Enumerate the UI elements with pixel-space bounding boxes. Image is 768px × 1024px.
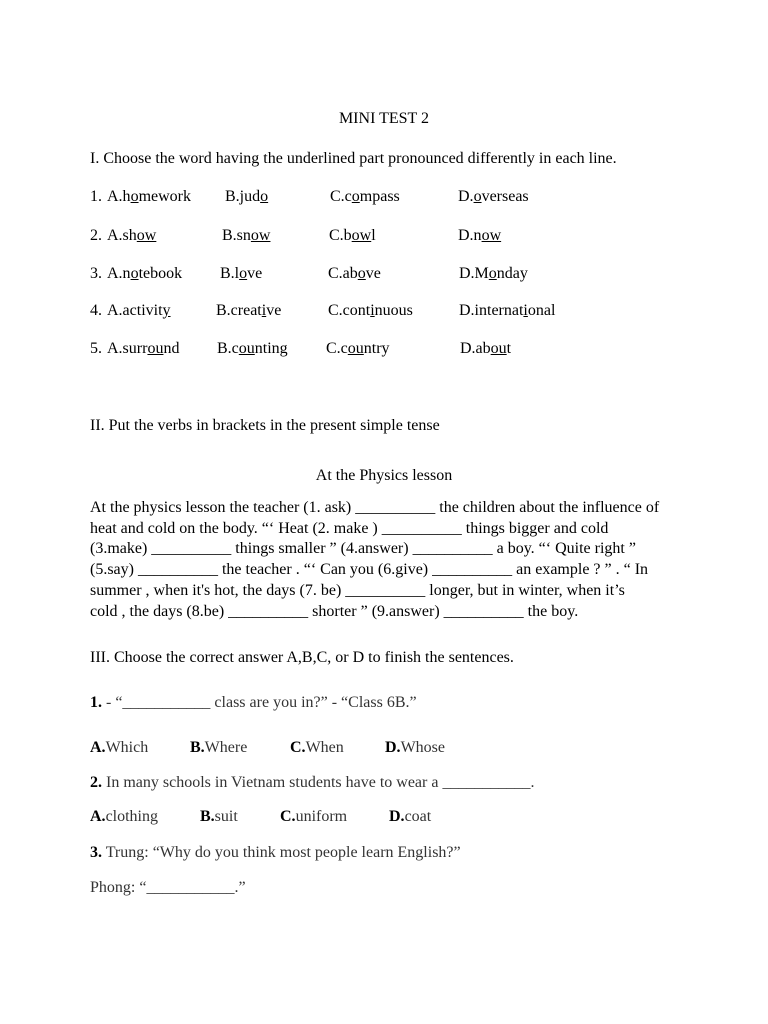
option-a [107, 302, 171, 320]
option-text: D.internat [459, 302, 524, 319]
paragraph-line: (5.say) __________ the teacher . “‘ Can you (6.give) __________ an example ? ” . “ In [90, 561, 649, 579]
option-text: mpass [359, 188, 400, 205]
option-a [107, 265, 182, 283]
option-text: Which [105, 739, 149, 756]
underlined-part: o [260, 188, 269, 205]
option-text: l [371, 227, 376, 244]
option-text: nd [163, 340, 180, 357]
option-letter: B. [200, 808, 215, 825]
option-letter: A. [90, 808, 106, 825]
question-3-reply: Phong: “___________.” [90, 879, 246, 896]
option-b [222, 227, 270, 245]
option-b [216, 302, 281, 320]
option-text: C.c [326, 340, 348, 357]
option-d [458, 227, 501, 245]
row-number: 3. [90, 265, 102, 282]
option-letter: C. [290, 739, 306, 756]
section-2-heading: II. Put the verbs in brackets in the present simple tense [90, 417, 440, 434]
option-text: verseas [481, 188, 529, 205]
option-letter: D. [389, 808, 405, 825]
option-text: t [506, 340, 512, 357]
option-text: B.sn [222, 227, 251, 244]
option-text: D.ab [460, 340, 491, 357]
option-c [328, 265, 381, 283]
section-1-heading: I. Choose the word having the underlined part pronounced differently in each line. [90, 150, 617, 167]
question-2 [90, 774, 534, 792]
underlined-part: o [488, 265, 497, 282]
option-d [458, 188, 529, 206]
underlined-part: y [162, 302, 171, 319]
question-number: 1. [90, 694, 102, 711]
option-d [459, 302, 555, 320]
underlined-part: ou [490, 340, 507, 357]
answer-option [389, 808, 431, 826]
underlined-part: o [357, 265, 366, 282]
option-text: A.sh [107, 227, 137, 244]
question-number: 3. [90, 844, 102, 861]
option-text: When [305, 739, 344, 756]
underlined-part: ou [238, 340, 255, 357]
underlined-part: i [370, 302, 375, 319]
answer-option [200, 808, 238, 826]
underlined-part: i [523, 302, 528, 319]
option-b [217, 340, 288, 358]
underlined-part: o [351, 188, 360, 205]
option-a [107, 227, 156, 245]
option-text: clothing [105, 808, 158, 825]
answer-option [385, 739, 445, 757]
row-number: 5. [90, 340, 102, 357]
option-c [330, 188, 400, 206]
paragraph-line: heat and cold on the body. “‘ Heat (2. make ) __________ things bigger and cold [90, 519, 609, 537]
option-c [326, 340, 390, 358]
underlined-part: i [261, 302, 267, 319]
underlined-part: o [130, 265, 139, 282]
option-text: B.c [217, 340, 239, 357]
paragraph-line: At the physics lesson the teacher (1. ask) __________ the children about the influence of [90, 499, 660, 516]
question-1 [90, 694, 417, 712]
answer-option [190, 739, 247, 757]
option-text: nting [254, 340, 288, 357]
underlined-part: ou [347, 340, 364, 357]
option-letter: D. [385, 739, 401, 756]
option-text: A.activit [107, 302, 163, 319]
option-c [329, 227, 376, 245]
underlined-part: ow [250, 227, 271, 244]
option-text: mework [138, 188, 191, 205]
option-text: ve [247, 265, 263, 282]
option-text: tebook [138, 265, 183, 282]
option-text: C.ab [328, 265, 358, 282]
underlined-part: ow [136, 227, 157, 244]
question-text: In many schools in Vietnam students have to wear a ___________. [102, 774, 535, 791]
underlined-part: o [239, 265, 248, 282]
option-letter: C. [280, 808, 296, 825]
option-text: uniform [295, 808, 348, 825]
row-number: 4. [90, 302, 102, 319]
row-number: 1. [90, 188, 102, 205]
option-letter: A. [90, 739, 106, 756]
option-text: Whose [400, 739, 445, 756]
question-text: Trung: “Why do you think most people learn English?” [102, 844, 461, 861]
option-text: A.n [107, 265, 131, 282]
option-text: A.surr [107, 340, 148, 357]
option-text: C.c [330, 188, 352, 205]
option-text: ve [266, 302, 282, 319]
option-text: C.cont [328, 302, 371, 319]
page-title: MINI TEST 2 [338, 110, 430, 127]
paragraph-line: summer , when it's hot, the days (7. be) __________ longer, but in winter, when it’s [90, 581, 625, 599]
option-c [328, 302, 413, 320]
question-3 [90, 844, 461, 862]
option-letter: B. [190, 739, 205, 756]
option-a [107, 188, 191, 206]
option-text: B.jud [225, 188, 261, 205]
underlined-part: ow [481, 227, 502, 244]
option-text: nday [496, 265, 528, 282]
option-text: C.b [329, 227, 352, 244]
option-d [460, 340, 511, 358]
answer-option [290, 739, 344, 757]
underlined-part: ou [147, 340, 164, 357]
option-b [220, 265, 262, 283]
underlined-part: o [473, 188, 482, 205]
option-text: D. [458, 188, 474, 205]
option-text: A.h [107, 188, 131, 205]
answer-option [280, 808, 347, 826]
option-d [459, 265, 528, 283]
paragraph-line: (3.make) __________ things smaller ” (4.answer) __________ a boy. “‘ Quite right ” [90, 540, 636, 558]
question-number: 2. [90, 774, 102, 791]
paragraph-line: cold , the days (8.be) __________ shorter ” (9.answer) __________ the boy. [90, 602, 579, 620]
option-text: B.l [220, 265, 240, 282]
question-text: - “___________ class are you in?” - “Class 6B.” [102, 694, 417, 711]
option-text: nuous [374, 302, 413, 319]
section-2-subtitle: At the Physics lesson [315, 467, 453, 484]
option-text: D.M [459, 265, 489, 282]
physics-lesson-paragraph [90, 498, 680, 622]
option-text: B.creat [216, 302, 262, 319]
row-number: 2. [90, 227, 102, 244]
option-text: ntry [363, 340, 390, 357]
answer-option [90, 808, 158, 826]
section-3-heading: III. Choose the correct answer A,B,C, or D to finish the sentences. [90, 649, 514, 666]
option-text: Where [204, 739, 248, 756]
option-b [225, 188, 268, 206]
option-text: coat [404, 808, 432, 825]
underlined-part: o [130, 188, 139, 205]
underlined-part: ow [351, 227, 372, 244]
option-text: onal [527, 302, 556, 319]
option-text: D.n [458, 227, 482, 244]
option-a [107, 340, 179, 358]
answer-option [90, 739, 148, 757]
option-text: suit [214, 808, 238, 825]
option-text: ve [365, 265, 381, 282]
